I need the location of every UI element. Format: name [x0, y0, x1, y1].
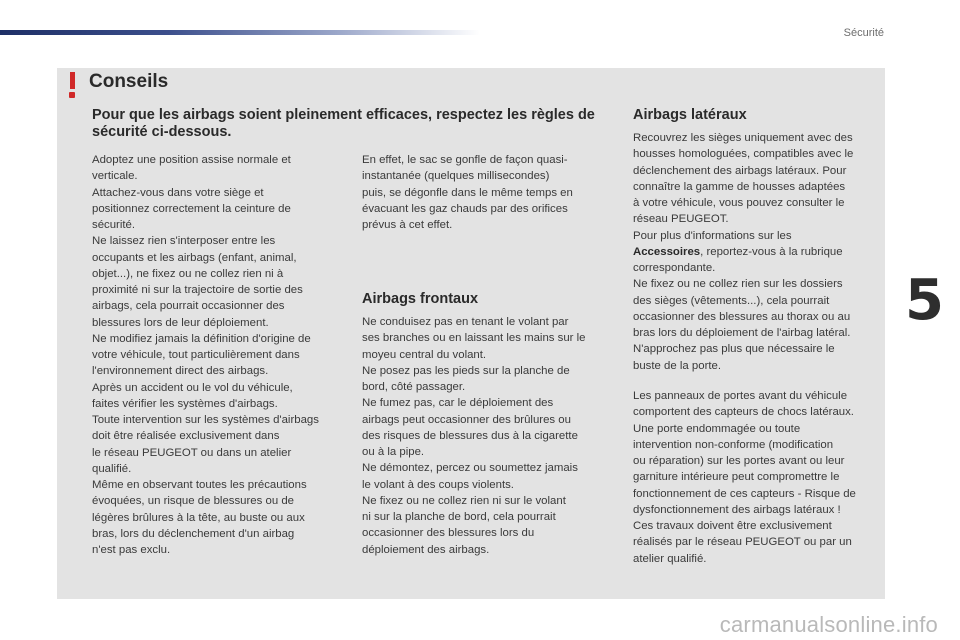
text-line: bord, côté passager.: [362, 381, 466, 393]
text-line: Une porte endommagée ou toute: [633, 422, 801, 435]
text-line: n'est pas exclu.: [92, 544, 171, 556]
text-line: Ne fixez ou ne collez rien sur les dossiers: [633, 278, 843, 291]
text-line: ou à la pipe.: [362, 446, 425, 458]
text-line: Même en observant toutes les précautions: [92, 479, 307, 491]
panel-title: Conseils: [89, 71, 169, 92]
text-line: atelier qualifié.: [633, 552, 707, 565]
text-line: bras lors du déploiement de l'airbag latéral.: [633, 327, 851, 339]
text-line: ni sur la planche de bord, cela pourrait: [362, 511, 556, 523]
text-line: fonctionnement de ces capteurs - Risque de: [633, 487, 856, 500]
text-line: Ne posez pas les pieds sur la planche de: [362, 364, 570, 377]
text-line: qualifié.: [92, 462, 132, 475]
text-line: N'approchez pas plus que nécessaire le: [633, 343, 835, 356]
text-line: buste de la porte.: [633, 359, 722, 372]
text-line-accessories: [633, 244, 879, 260]
column-general-advice: [92, 152, 348, 558]
text-line: correspondante.: [633, 262, 716, 274]
text-line: Toute intervention sur les systèmes d'airbags: [92, 414, 319, 426]
text-line: déclenchement des airbags latéraux. Pour: [633, 164, 847, 177]
chapter-number: 5: [905, 268, 944, 333]
text-line: réseau PEUGEOT.: [633, 213, 729, 226]
text-line: évoquées, un risque de blessures ou de: [92, 495, 295, 508]
text-line: Après un accident ou le vol du véhicule,: [92, 381, 293, 394]
text-line: moyeu central du volant.: [362, 348, 487, 361]
text-line: comportent des capteurs de chocs latéraux.: [633, 406, 854, 419]
heading-front-airbags: Airbags frontaux: [362, 291, 479, 307]
column-side-airbags: [633, 130, 879, 374]
text-line: garniture intérieure peut compromettre le: [633, 471, 840, 484]
text-line: réalisés par le réseau PEUGEOT ou par un: [633, 536, 852, 549]
text-line: doit être réalisée exclusivement dans: [92, 430, 280, 443]
intro-heading: Pour que les airbags soient pleinement efficaces, respectez les règles de sécurité ci-dessous.: [92, 107, 595, 140]
text-line: connaître la gamme de housses adaptées: [633, 180, 846, 193]
text-line: Ne fumez pas, car le déploiement des: [362, 397, 554, 410]
text-line: bras, lors du déclenchement d'un airbag: [92, 527, 295, 540]
text-line: le réseau PEUGEOT ou dans un atelier: [92, 446, 292, 459]
text-line: blessures lors de leur déploiement.: [92, 316, 269, 329]
text-line: occupants et les airbags (enfant, animal,: [92, 251, 297, 264]
text-line: légères brûlures à la tête, au buste ou aux: [92, 511, 305, 524]
text-line: ses branches ou en laissant les mains sur le: [362, 332, 586, 345]
section-title: Sécurité: [843, 27, 884, 39]
text-line: instantanée (quelques millisecondes): [362, 170, 550, 183]
text-line: objet...), ne fixez ou ne collez rien ni à: [92, 267, 284, 280]
text-line: housses homologuées, compatibles avec le: [633, 148, 854, 161]
text-line: Pour plus d'informations sur les: [633, 229, 792, 242]
text-line: votre véhicule, tout particulièrement dans: [92, 349, 300, 361]
text-line: proximité ni sur la trajectoire de sortie des: [92, 284, 303, 296]
text-line: faites vérifier les systèmes d'airbags.: [92, 397, 278, 410]
text-line: Ne laissez rien s'interposer entre les: [92, 235, 276, 248]
text-line: ou réparation) sur les portes avant ou leur: [633, 455, 845, 467]
text-line: Ne fixez ou ne collez rien ni sur le volant: [362, 494, 566, 507]
text-line: Adoptez une position assise normale et: [92, 154, 291, 166]
text-line: sécurité.: [92, 219, 136, 231]
column-deployment-note: [362, 152, 602, 233]
text-line: Attachez-vous dans votre siège et: [92, 186, 264, 199]
text-line: déploiement des airbags.: [362, 543, 490, 556]
text-line: En effet, le sac se gonfle de façon quasi-: [362, 154, 568, 166]
text-line: Ces travaux doivent être exclusivement: [633, 520, 832, 532]
heading-side-airbags: Airbags latéraux: [633, 107, 747, 123]
text-line: Ne conduisez pas en tenant le volant par: [362, 316, 569, 328]
column-door-sensors: [633, 388, 879, 567]
text-line: Ne modifiez jamais la définition d'origine de: [92, 332, 311, 345]
header-accent-bar: [0, 30, 480, 35]
text-line: à votre véhicule, vous pouvez consulter le: [633, 197, 845, 209]
text-line: prévus à cet effet.: [362, 219, 453, 231]
text-line: occasionner des blessures lors du: [362, 527, 535, 540]
column-front-airbags: [362, 314, 612, 558]
text-line: airbags peut occasionner des brûlures ou: [362, 413, 571, 426]
text-line: des sièges (vêtements...), cela pourrait: [633, 294, 830, 307]
text-line: positionnez correctement la ceinture de: [92, 202, 291, 215]
text-line: intervention non-conforme (modification: [633, 438, 834, 451]
warning-icon: [67, 72, 77, 98]
text-line: Recouvrez les sièges uniquement avec des: [633, 132, 853, 144]
text-line: Ne démontez, percez ou soumettez jamais: [362, 462, 578, 475]
text-line: le volant à des coups violents.: [362, 478, 514, 491]
text-line: dysfonctionnement des airbags latéraux !: [633, 503, 841, 516]
text-line: puis, se dégonfle dans le même temps en: [362, 186, 573, 199]
text-line: évacuant les gaz chauds par des orifices: [362, 202, 568, 215]
text-line: Les panneaux de portes avant du véhicule: [633, 390, 848, 402]
text-line: verticale.: [92, 170, 138, 183]
text-line: des risques de blessures dus à la cigarette: [362, 429, 578, 442]
text-line: occasionner des blessures au thorax ou au: [633, 310, 851, 323]
watermark: carmanualsonline.info: [719, 612, 938, 637]
accessories-term: Accessoires: [633, 245, 701, 258]
text-line: l'environnement direct des airbags.: [92, 365, 269, 378]
accessories-rest: , reportez-vous à la rubrique: [700, 245, 843, 258]
text-line: airbags, cela pourrait occasionner des: [92, 300, 285, 313]
